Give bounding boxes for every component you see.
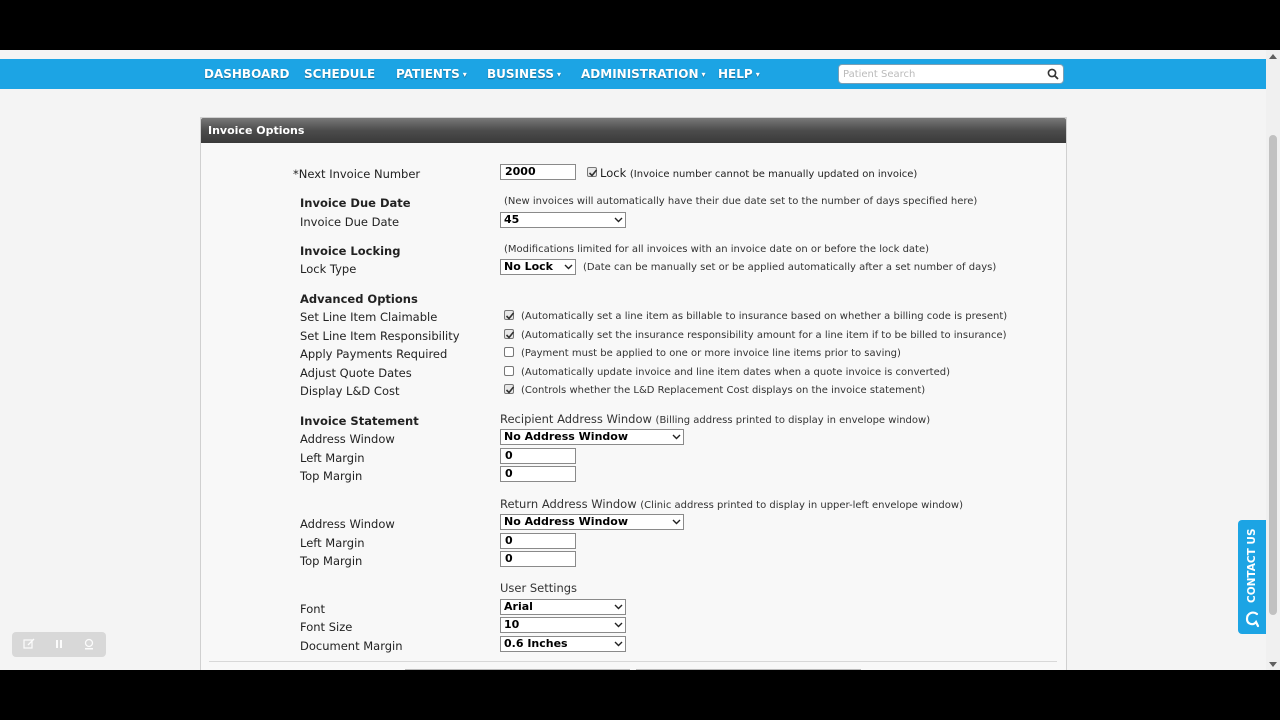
recipient-address-heading <box>500 412 930 426</box>
chevron-down-icon <box>614 622 623 628</box>
chevron-down-icon: ▾ <box>701 70 706 79</box>
chevron-down-icon: ▾ <box>556 70 561 79</box>
font-size-value: 10 <box>504 618 520 631</box>
chevron-down-icon <box>614 217 623 223</box>
invoice-due-date-title: Invoice Due Date <box>300 196 411 210</box>
chevron-down-icon: ▾ <box>755 70 760 79</box>
lock-note: (Invoice number cannot be manually updated on invoice) <box>629 169 918 180</box>
apply-payments-required-label: Apply Payments Required <box>300 347 448 361</box>
set-line-item-responsibility-note: (Automatically set the insurance responsibility amount for a line item if to be billed to insurance) <box>521 330 1007 341</box>
scroll-down-icon[interactable] <box>1269 660 1277 668</box>
document-margin-select[interactable] <box>500 636 626 652</box>
return-top-margin-label: Top Margin <box>300 554 363 568</box>
check-icon <box>505 385 515 395</box>
apply-payments-required-note: (Payment must be applied to one or more invoice line items prior to saving) <box>521 348 901 359</box>
adjust-quote-dates-note: (Automatically update invoice and line item dates when a quote invoice is converted) <box>521 367 950 378</box>
cancel-button[interactable] <box>636 669 861 670</box>
invoice-locking-note: (Modifications limited for all invoices with an invoice date on or before the lock date) <box>504 244 930 255</box>
recipient-address-window-label: Address Window <box>300 432 395 446</box>
font-size-label: Font Size <box>300 620 353 634</box>
footer-divider <box>209 661 1057 662</box>
patient-search-box <box>838 64 1064 84</box>
pause-icon[interactable] <box>53 638 65 650</box>
lock-type-select[interactable] <box>500 259 576 275</box>
set-line-item-claimable-label: Set Line Item Claimable <box>300 310 438 324</box>
set-line-item-claimable-note: (Automatically set a line item as billable to insurance based on whether a billing code is present) <box>521 311 1008 322</box>
set-line-item-claimable-checkbox[interactable] <box>504 310 514 320</box>
save-button[interactable] <box>405 669 630 670</box>
font-size-select[interactable] <box>500 617 626 633</box>
lock-label: Lock (Invoice number cannot be manually updated on invoice) <box>600 166 918 180</box>
invoice-due-date-label: Invoice Due Date <box>300 215 400 229</box>
search-icon[interactable] <box>1047 68 1059 80</box>
nav-administration[interactable]: ADMINISTRATION ▾ <box>581 67 706 81</box>
font-value: Arial <box>504 600 533 613</box>
recipient-address-window-select[interactable] <box>500 429 684 445</box>
nav-schedule[interactable]: SCHEDULE <box>304 67 376 81</box>
chevron-down-icon: ▾ <box>462 70 467 79</box>
document-margin-value: 0.6 Inches <box>504 637 568 650</box>
return-address-window-value: No Address Window <box>504 515 628 528</box>
nav-dashboard[interactable]: DASHBOARD <box>204 67 290 81</box>
browser-viewport <box>0 50 1280 670</box>
return-address-heading-text: Return Address Window <box>500 497 637 511</box>
panel-title: Invoice Options <box>201 118 1066 143</box>
return-address-heading <box>500 497 963 511</box>
invoice-locking-title: Invoice Locking <box>300 244 401 258</box>
chevron-down-icon <box>614 604 623 610</box>
set-line-item-responsibility-checkbox[interactable] <box>504 329 514 339</box>
next-invoice-number-input[interactable]: 2000 <box>500 164 576 180</box>
nav-business[interactable]: BUSINESS ▾ <box>487 67 561 81</box>
patient-search-input[interactable] <box>843 66 1039 82</box>
recipient-address-window-value: No Address Window <box>504 430 628 443</box>
invoice-due-date-select[interactable] <box>500 212 626 228</box>
return-left-margin-label: Left Margin <box>300 536 365 550</box>
check-icon <box>588 168 598 178</box>
return-address-window-select[interactable] <box>500 514 684 530</box>
check-icon <box>505 330 515 340</box>
chevron-down-icon <box>672 519 681 525</box>
font-select[interactable] <box>500 599 626 615</box>
top-nav-bar <box>0 59 1266 89</box>
lock-checkbox[interactable] <box>587 167 597 177</box>
display-ld-cost-label: Display L&D Cost <box>300 384 400 398</box>
recipient-left-margin-label: Left Margin <box>300 451 365 465</box>
document-margin-label: Document Margin <box>300 639 403 653</box>
apply-payments-required-checkbox[interactable] <box>504 347 514 357</box>
display-ld-cost-note: (Controls whether the L&D Replacement Cost displays on the invoice statement) <box>521 385 926 396</box>
recipient-address-note: (Billing address printed to display in envelope window) <box>655 415 931 426</box>
invoice-due-date-value: 45 <box>504 213 520 226</box>
brand-logo-icon <box>1244 610 1260 628</box>
adjust-quote-dates-checkbox[interactable] <box>504 366 514 376</box>
lock-type-note: (Date can be manually set or be applied automatically after a set number of days) <box>583 262 997 273</box>
return-top-margin-input[interactable]: 0 <box>500 551 576 567</box>
next-invoice-number-label: *Next Invoice Number <box>293 167 421 181</box>
nav-patients[interactable]: PATIENTS ▾ <box>396 67 467 81</box>
edit-icon[interactable] <box>23 638 35 650</box>
check-icon <box>505 311 515 321</box>
set-line-item-responsibility-label: Set Line Item Responsibility <box>300 329 460 343</box>
recipient-left-margin-input[interactable]: 0 <box>500 448 576 464</box>
chevron-down-icon <box>564 264 573 270</box>
invoice-due-date-note: (New invoices will automatically have their due date set to the number of days specified here) <box>504 196 978 207</box>
advanced-options-title: Advanced Options <box>300 292 418 306</box>
recipient-address-heading-text: Recipient Address Window <box>500 412 652 426</box>
recipient-top-margin-label: Top Margin <box>300 469 363 483</box>
screen-recorder-toolbar <box>12 632 106 657</box>
contact-us-tab[interactable] <box>1238 520 1266 634</box>
invoice-statement-title: Invoice Statement <box>300 414 419 428</box>
chevron-down-icon <box>672 434 681 440</box>
webcam-icon[interactable] <box>83 638 95 650</box>
adjust-quote-dates-label: Adjust Quote Dates <box>300 366 412 380</box>
chevron-down-icon <box>614 641 623 647</box>
invoice-options-panel <box>200 117 1067 670</box>
scroll-thumb[interactable] <box>1269 135 1277 615</box>
return-address-note: (Clinic address printed to display in upper-left envelope window) <box>640 500 963 511</box>
recipient-top-margin-input[interactable]: 0 <box>500 466 576 482</box>
font-label: Font <box>300 602 326 616</box>
lock-type-value: No Lock <box>504 260 553 273</box>
vertical-scrollbar[interactable] <box>1266 50 1280 670</box>
scroll-up-icon[interactable] <box>1269 53 1277 61</box>
contact-us-label: CONTACT US <box>1246 528 1258 604</box>
user-settings-heading: User Settings <box>500 581 578 595</box>
return-address-window-label: Address Window <box>300 517 395 531</box>
lock-type-label: Lock Type <box>300 262 357 276</box>
display-ld-cost-checkbox[interactable] <box>504 384 514 394</box>
return-left-margin-input[interactable]: 0 <box>500 533 576 549</box>
nav-help[interactable]: HELP ▾ <box>718 67 760 81</box>
